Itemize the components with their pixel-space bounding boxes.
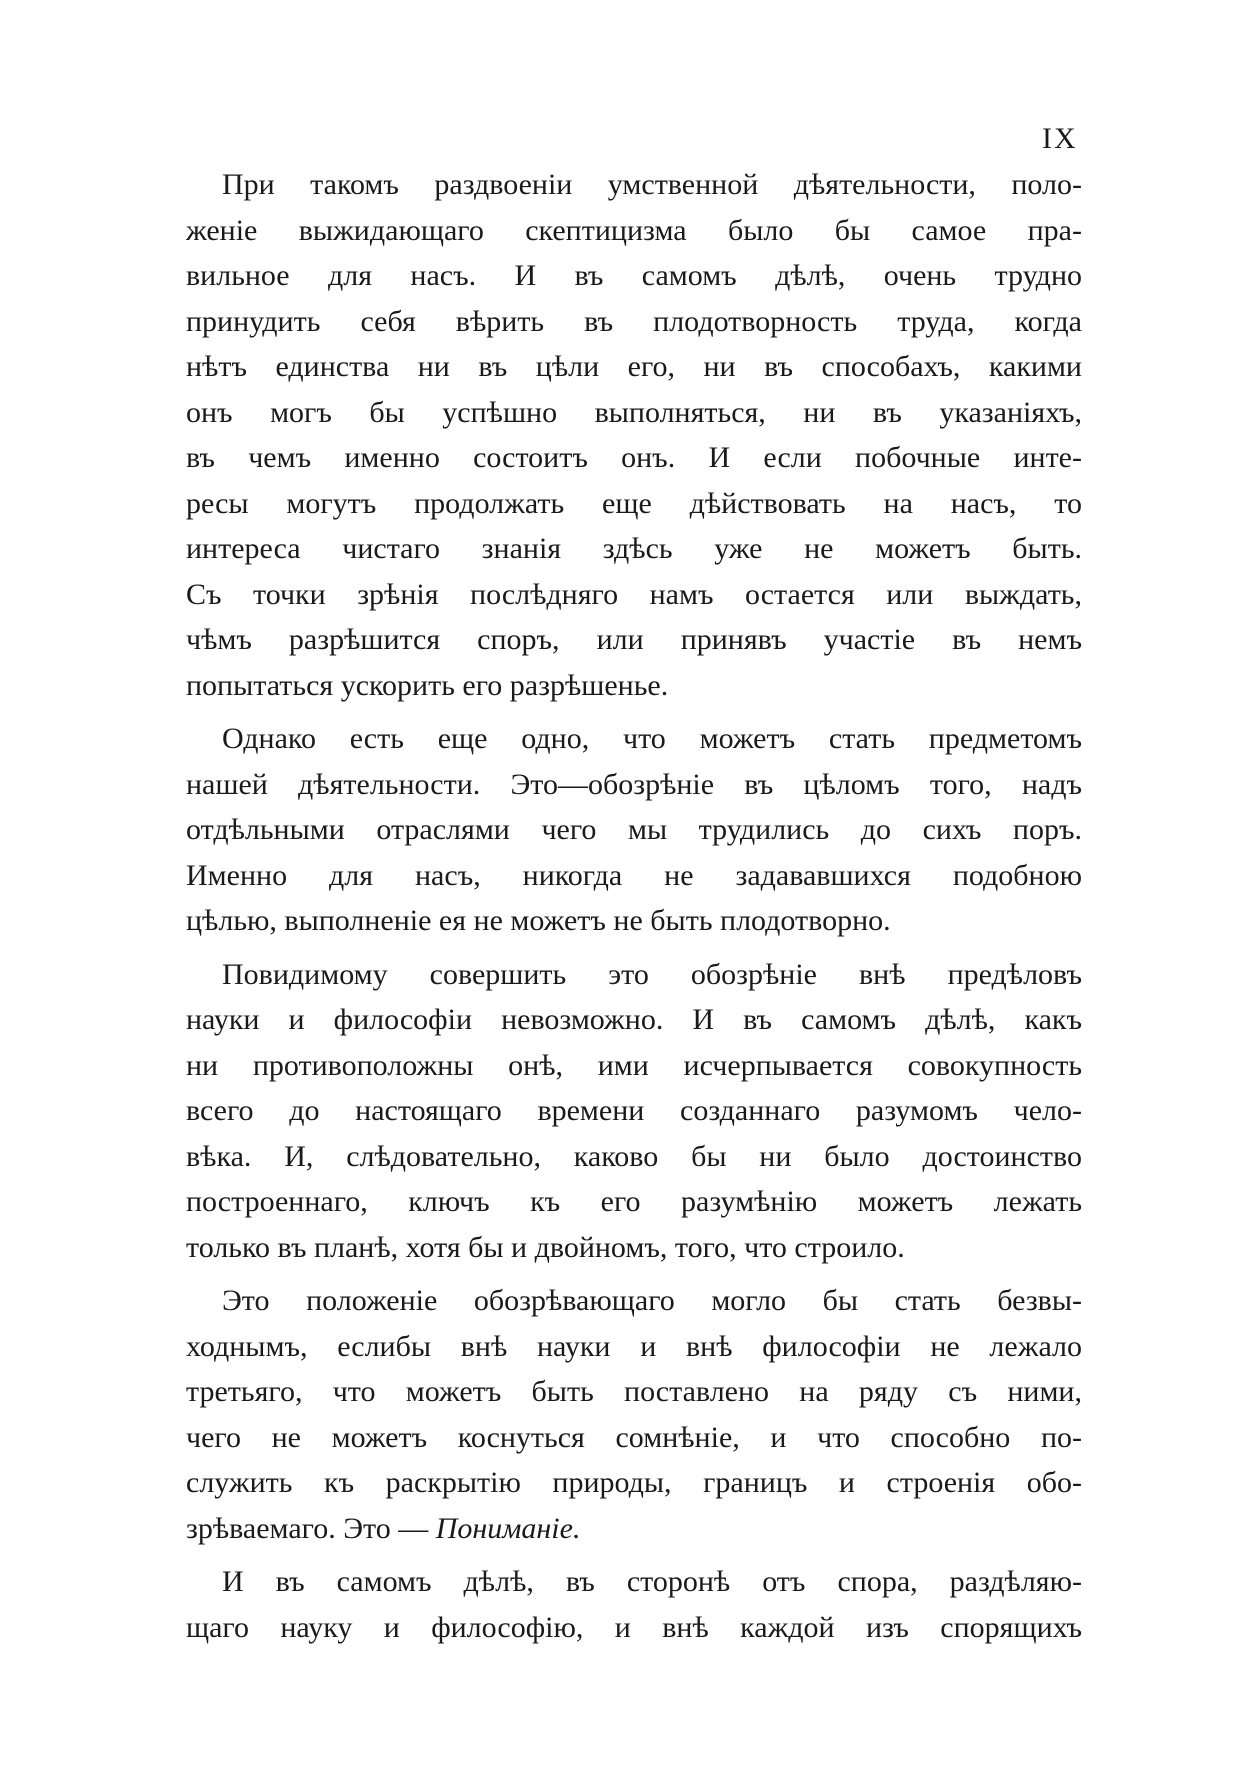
text-line: ни противоположны онѣ, ими исчерпывается совокупность [186, 1048, 1082, 1082]
paragraph-2 [186, 716, 1082, 944]
paragraph-1 [186, 162, 1082, 708]
text-line: Это положеніе обозрѣвающаго могло бы стать безвы- [222, 1284, 1082, 1317]
text-line: нашей дѣятельности. Это—обозрѣніе въ цѣломъ того, надъ [186, 767, 1082, 801]
text-line: При такомъ раздвоеніи умственной дѣятельности, поло- [222, 168, 1082, 201]
text-line: интереса чистаго знанія здѣсь уже не можетъ быть. [186, 532, 1082, 565]
text-line: ресы могутъ продолжать еще дѣйствовать на насъ, то [186, 486, 1082, 520]
body-text [186, 162, 1082, 1650]
text-line: служить къ раскрытію природы, границъ и строенія обо- [186, 1466, 1082, 1499]
text-line: построеннаго, ключъ къ его разумѣнію можетъ лежать [186, 1185, 1082, 1218]
text-line: попытаться ускорить его разрѣшенье. [186, 668, 669, 702]
text-line-start: зрѣваемаго. Это — [186, 1511, 429, 1545]
text-line: отдѣльными отраслями чего мы трудились до сихъ поръ. [186, 813, 1082, 846]
paragraph-3 [186, 952, 1082, 1271]
text-line: вильное для насъ. И въ самомъ дѣлѣ, очень трудно [186, 259, 1082, 292]
text-line: онъ могъ бы успѣшно выполняться, ни въ указаніяхъ, [186, 395, 1082, 429]
text-line: щаго науку и философію, и внѣ каждой изъ спорящихъ [186, 1610, 1082, 1644]
text-line: нѣтъ единства ни въ цѣли его, ни въ способахъ, какими [186, 350, 1082, 383]
text-line: только въ планѣ, хотя бы и двойномъ, того, что строило. [186, 1230, 905, 1264]
paragraph-5 [186, 1559, 1082, 1650]
page-number: IX [1042, 122, 1078, 155]
text-line: Именно для насъ, никогда не задававшихся подобною [186, 858, 1082, 892]
text-line: Повидимому совершить это обозрѣніе внѣ предѣловъ [222, 957, 1082, 991]
text-line: И въ самомъ дѣлѣ, въ сторонѣ отъ спора, раздѣляю- [222, 1565, 1082, 1598]
text-line: вѣка. И, слѣдовательно, каково бы ни было достоинство [186, 1139, 1082, 1173]
text-line: третьяго, что можетъ быть поставлено на ряду съ ними, [186, 1375, 1082, 1408]
paragraph-4 [186, 1278, 1082, 1551]
text-line: женіе выжидающаго скептицизма было бы самое пра- [186, 213, 1082, 247]
text-line: всего до настоящаго времени созданнаго разумомъ чело- [186, 1094, 1082, 1127]
text-line: принудить себя вѣрить въ плодотворность труда, когда [186, 304, 1082, 338]
text-line: чего не можетъ коснуться сомнѣніе, и что способно по- [186, 1420, 1082, 1454]
text-line: науки и философіи невозможно. И въ самомъ дѣлѣ, какъ [186, 1003, 1082, 1036]
text-line: ходнымъ, еслибы внѣ науки и внѣ философіи не лежало [186, 1329, 1082, 1363]
text-line: въ чемъ именно состоитъ онъ. И если побочные инте- [186, 441, 1082, 474]
text-line: чѣмъ разрѣшится споръ, или принявъ участіе въ немъ [186, 623, 1082, 656]
text-line: цѣлью, выполненіе ея не можетъ не быть плодотворно. [186, 904, 891, 937]
text-line: Съ точки зрѣнія послѣдняго намъ остается или выждать, [186, 577, 1082, 611]
text-line [186, 1506, 1082, 1552]
text-line: Однако есть еще одно, что можетъ стать предметомъ [222, 722, 1082, 755]
emphasized-word: Пониманіе. [435, 1511, 581, 1545]
